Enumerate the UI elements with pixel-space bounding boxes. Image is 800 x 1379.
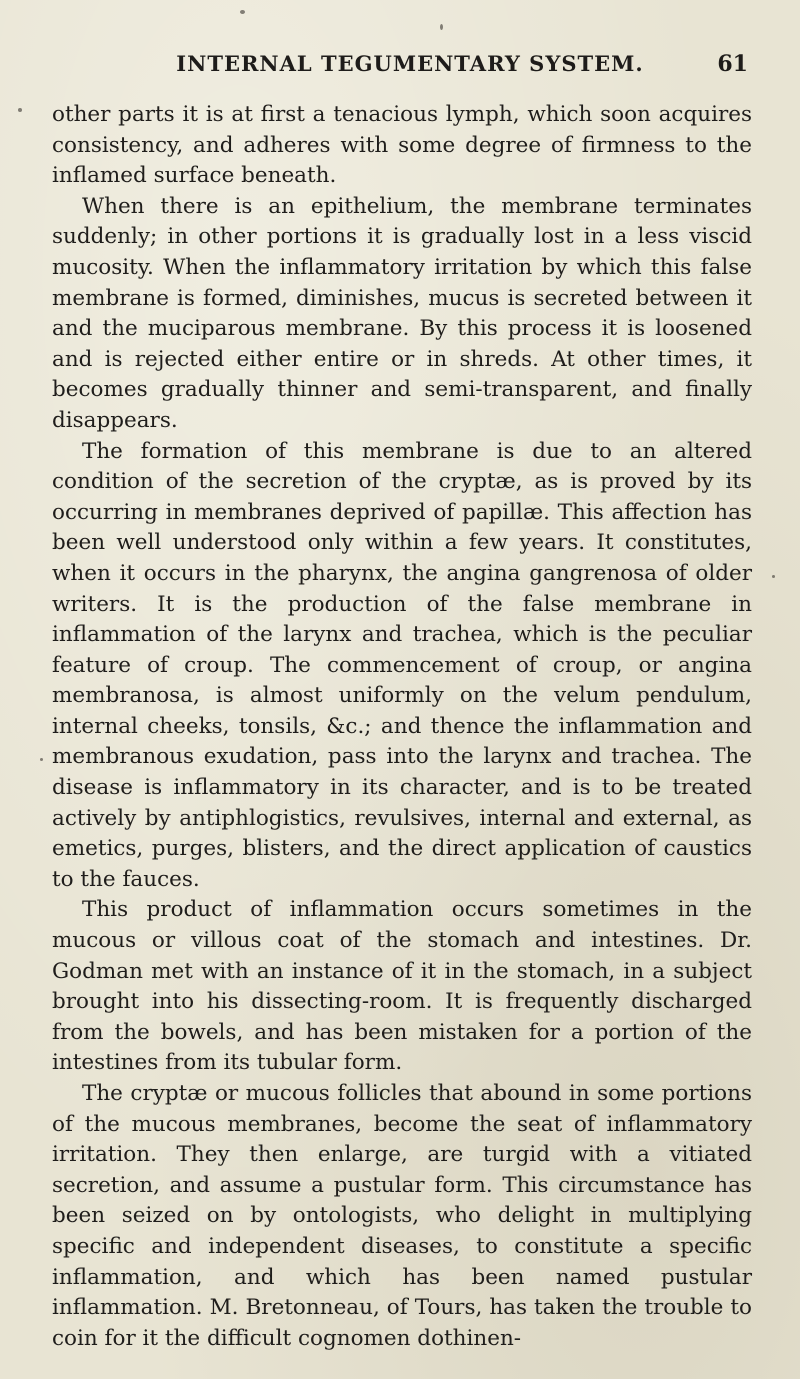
- running-title: INTERNAL TEGUMENTARY SYSTEM.: [176, 51, 644, 76]
- paragraph-membrane-formation: The formation of this membrane is due to an altered condition of the secretion of the cryptæ, as is proved by its occurring in membranes deprived of papillæ. This affection has been well understood only within a few years. It constitutes, when it occurs in the pharynx, the angina gangrenosa of older writers. It is the production of the false membrane in inflammation of the larynx and trachea, which is the peculiar feature of croup. The commencement of croup, or angina membranosa, is almost uniformly on the velum pendulum, internal cheeks, tonsils, &c.; and thence the inflammation and membranous exudation, pass into the larynx and trachea. The disease is inflammatory in its character, and is to be treated actively by antiphlogistics, revulsives, internal and external, as emetics, purges, blisters, and the direct application of caustics to the fauces.: [52, 438, 752, 892]
- paragraph-cryptae: The cryptæ or mucous follicles that abound in some portions of the mucous membranes, become the seat of inflammatory irritation. They then enlarge, are turgid with a vitiated secretion, and assume a pustular form. This circumstance has been seized on by ontologists, who delight in multiplying specific and independent diseases, to constitute a specific inflammation, and which has been named pustular inflammation. M. Bretonneau, of Tours, has taken the trouble to coin for it the difficult cognomen dothinen-: [52, 1081, 752, 1351]
- ink-speck: [18, 108, 22, 112]
- paragraph-continuation: other parts it is at first a tenacious lymph, which soon acquires consistency, and adheres with some degree of firmness to the inflamed surface beneath.: [52, 102, 752, 189]
- running-head: [60, 48, 760, 88]
- paragraph-epithelium: When there is an epithelium, the membrane terminates suddenly; in other portions it is gradually lost in a less viscid mucosity. When the inflammatory irritation by which this false membrane is formed, diminishes, mucus is secreted between it and the muciparous membrane. By this process it is loosened and is rejected either entire or in shreds. At other times, it becomes gradually thinner and semi-transparent, and finally disappears.: [52, 193, 752, 433]
- ink-speck: [40, 758, 43, 761]
- ink-speck: [440, 24, 443, 30]
- body-text: [52, 100, 752, 1354]
- ink-speck: [240, 10, 245, 14]
- page-number: 61: [717, 51, 748, 77]
- ink-speck: [772, 575, 775, 578]
- paragraph-stomach-intestines: This product of inflammation occurs sometimes in the mucous or villous coat of the stomach and intestines. Dr. Godman met with an instance of it in the stomach, in a subject brought into his dissecting-room. It is frequently discharged from the bowels, and has been mistaken for a portion of the intestines from its tubular form.: [52, 897, 752, 1076]
